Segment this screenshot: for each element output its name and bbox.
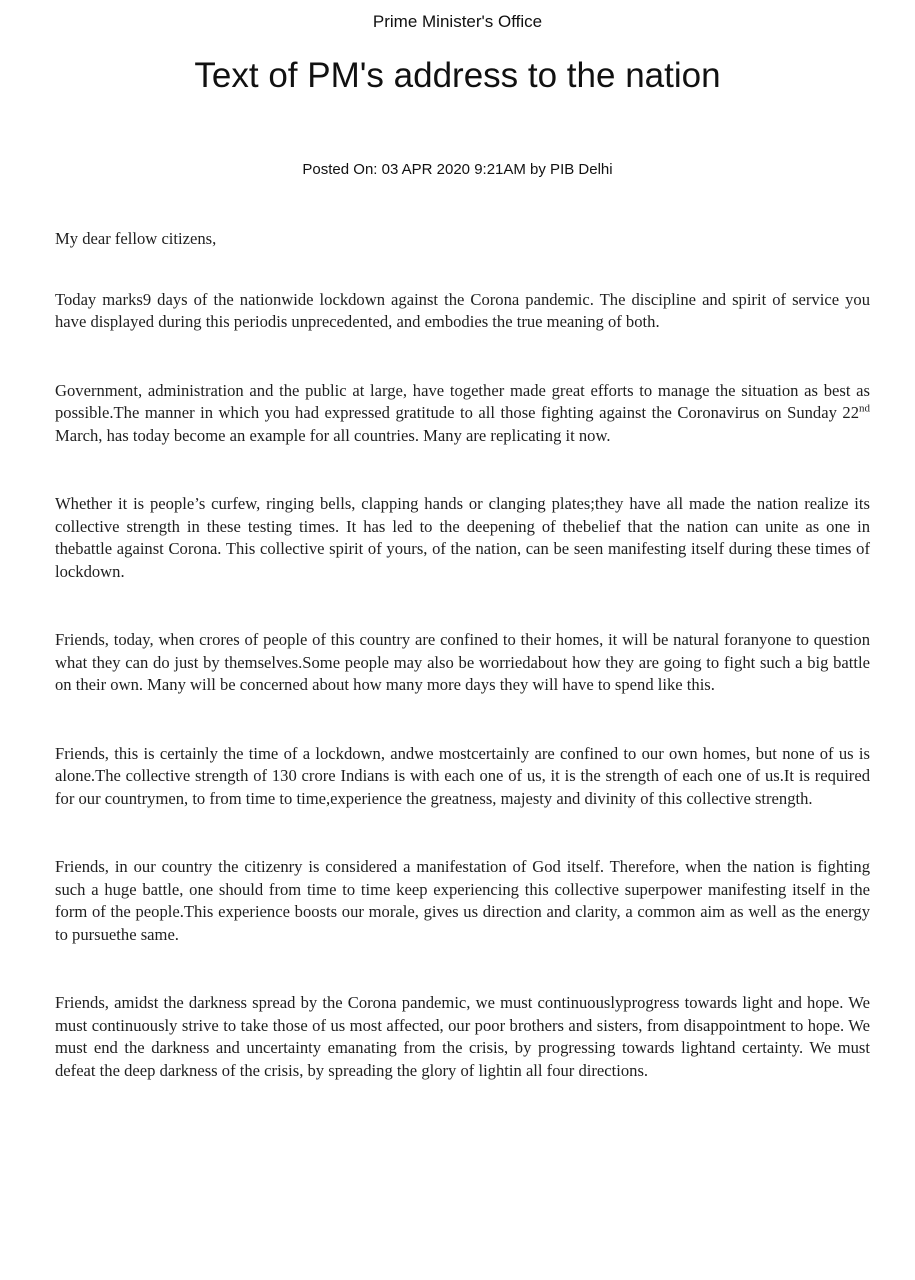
date-superscript: nd xyxy=(859,402,870,415)
paragraph-6: Friends, in our country the citizenry is considered a manifestation of God itself. Therefore, when the nation is fighting such a huge battle, one should from time to time keep experiencing this collective superpower manifesting itself in the form of the people.This experience boosts our morale, gives us direction and clarity, a common aim as well as the energy to pursuethe same. xyxy=(55,857,870,944)
posted-info: Posted On: 03 APR 2020 9:21AM by PIB Delhi xyxy=(302,161,613,178)
paragraph-4: Friends, today, when crores of people of this country are confined to their homes, it will be natural foranyone to question what they can do just by themselves.Some people may also be worriedabout how they are going to fight such a big battle on their own. Many will be concerned about how many more days they will have to spend like this. xyxy=(55,630,870,694)
paragraph-5: Friends, this is certainly the time of a lockdown, andwe mostcertainly are confined to our own homes, but none of us is alone.The collective strength of 130 crore Indians is with each one of us, it is the strength of each one of us.It is required for our countrymen, to from time to time,experience the greatness, majesty and divinity of this collective strength. xyxy=(55,743,870,808)
paragraph-2-after: March, has today become an example for all countries. Many are replicating it now. xyxy=(55,425,611,445)
salutation: My dear fellow citizens, xyxy=(55,229,217,248)
ministry-name: Prime Minister's Office xyxy=(372,12,543,31)
paragraph-2-before: Government, administration and the public at large, have together made great efforts to manage the situation as best as possible.The manner in which you had expressed gratitude to all those fighting against the Coronavirus on Sunday 22 xyxy=(55,380,870,422)
paragraph-7: Friends, amidst the darkness spread by the Corona pandemic, we must continuouslyprogress towards light and hope. We must continuously strive to take those of us most affected, our poor brothers and sisters, from disappointment to hope. We must end the darkness and uncertainty emanating from the crisis, by progressing towards lightand certainty. We must defeat the deep darkness of the crisis, by spreading the glory of lightin all four directions. xyxy=(55,993,870,1080)
paragraph-1: Today marks9 days of the nationwide lockdown against the Corona pandemic. The discipline and spirit of service you have displayed during this periodis unprecedented, and embodies the true meaning of both. xyxy=(55,289,870,331)
page-title: Text of PM's address to the nation xyxy=(194,56,721,95)
paragraph-2 xyxy=(55,380,870,448)
article-body xyxy=(55,228,870,1128)
paragraph-3: Whether it is people’s curfew, ringing bells, clapping hands or clanging plates;they have all made the nation realize its collective strength in these testing times. It has led to the deepening of thebelief that the nation can unite as one in thebattle against Corona. This collective spirit of yours, of the nation, can be seen manifesting itself during these times of lockdown. xyxy=(55,494,870,581)
